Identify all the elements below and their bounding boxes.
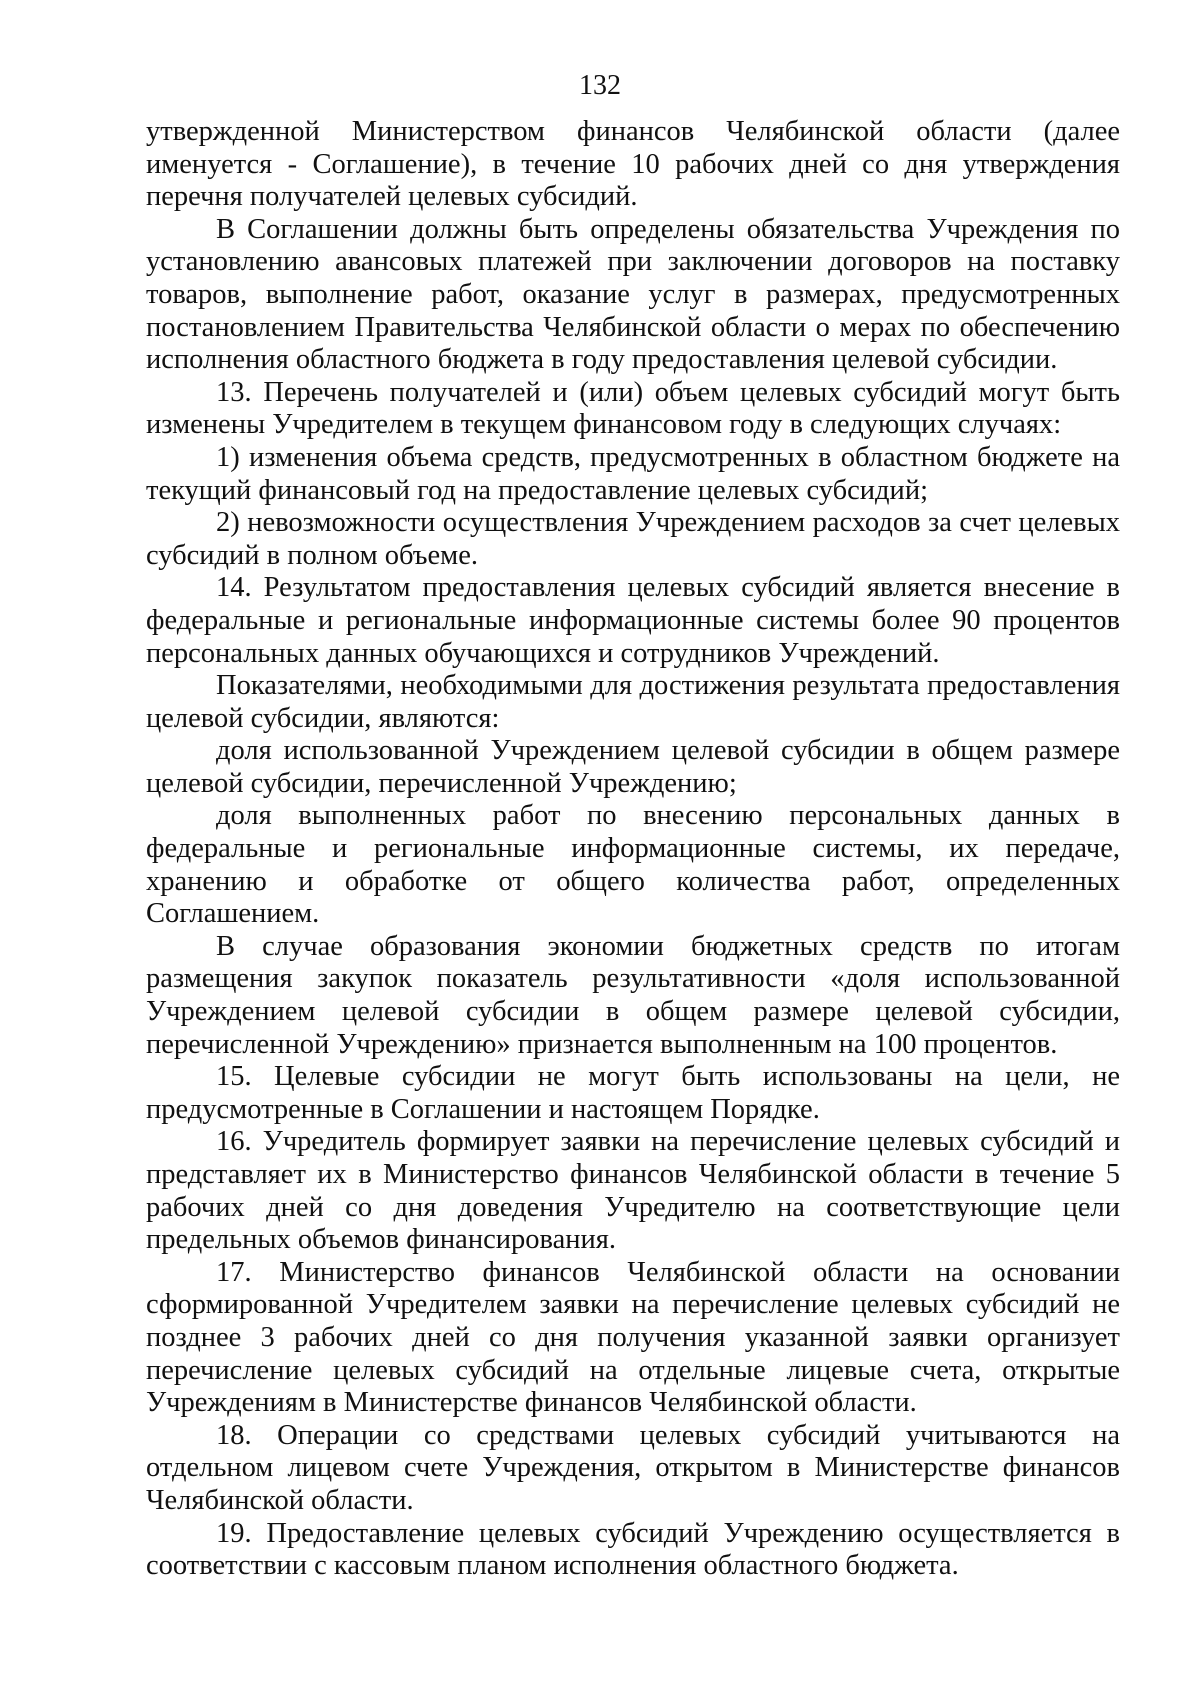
paragraph-item-19: 19. Предоставление целевых субсидий Учреждению осуществляется в соответствии с кассовым планом исполнения областного бюджета. [146,1517,1120,1582]
paragraph-item-13-1: 1) изменения объема средств, предусмотренных в областном бюджете на текущий финансовый год на предоставление целевых субсидий; [146,441,1120,506]
paragraph-item-15: 15. Целевые субсидии не могут быть использованы на цели, не предусмотренные в Соглашении и настоящем Порядке. [146,1061,1120,1125]
paragraph-savings: В случае образования экономии бюджетных средств по итогам размещения закупок показатель результативности «доля использованной Учреждением целевой субсидии в общем размере целевой субсидии, перечисленной Учреждению» признается выполненным на 100 процентов. [146,930,1120,1060]
document-body [146,116,1120,1583]
paragraph-indicators: Показателями, необходимыми для достижения результата предоставления целевой субсидии, являются: [146,670,1120,734]
paragraph-item-17: 17. Министерство финансов Челябинской области на основании сформированной Учредителем заявки на перечисление целевых субсидий не позднее 3 рабочих дней со дня получения указанной заявки организует перечисление целевых субсидий на отдельные лицевые счета, открытые Учреждениям в Министерстве финансов Челябинской области. [146,1256,1120,1419]
paragraph-indicator-1: доля использованной Учреждением целевой субсидии в общем размере целевой субсидии, перечисленной Учреждению; [146,735,1120,799]
paragraph-indicator-2: доля выполненных работ по внесению персональных данных в федеральные и региональные информационные системы, их передаче, хранению и обработке от общего количества работ, определенных Соглашением. [146,800,1120,930]
page-number: 132 [579,70,621,101]
paragraph-item-16: 16. Учредитель формирует заявки на перечисление целевых субсидий и представляет их в Министерство финансов Челябинской области в течение 5 рабочих дней со дня доведения Учредителю на соответствующие цели предельных объемов финансирования. [146,1126,1120,1256]
paragraph-item-14: 14. Результатом предоставления целевых субсидий является внесение в федеральные и региональные информационные системы более 90 процентов персональных данных обучающихся и сотрудников Учреждений. [146,572,1120,669]
paragraph-agreement-obligations: В Соглашении должны быть определены обязательства Учреждения по установлению авансовых платежей при заключении договоров на поставку товаров, выполнение работ, оказание услуг в размерах, предусмотренных постановлением Правительства Челябинской области о мерах по обеспечению исполнения областного бюджета в году предоставления целевой субсидии. [146,213,1120,376]
paragraph-continuation: утвержденной Министерством финансов Челябинской области (далее именуется - Соглашение), в течение 10 рабочих дней со дня утверждения перечня получателей целевых субсидий. [146,116,1120,213]
paragraph-item-13-2: 2) невозможности осуществления Учреждением расходов за счет целевых субсидий в полном объеме. [146,507,1120,571]
paragraph-item-13: 13. Перечень получателей и (или) объем целевых субсидий могут быть изменены Учредителем в текущем финансовом году в следующих случаях: [146,376,1120,441]
paragraph-item-18: 18. Операции со средствами целевых субсидий учитываются на отдельном лицевом счете Учреждения, открытом в Министерстве финансов Челябинской области. [146,1419,1120,1516]
